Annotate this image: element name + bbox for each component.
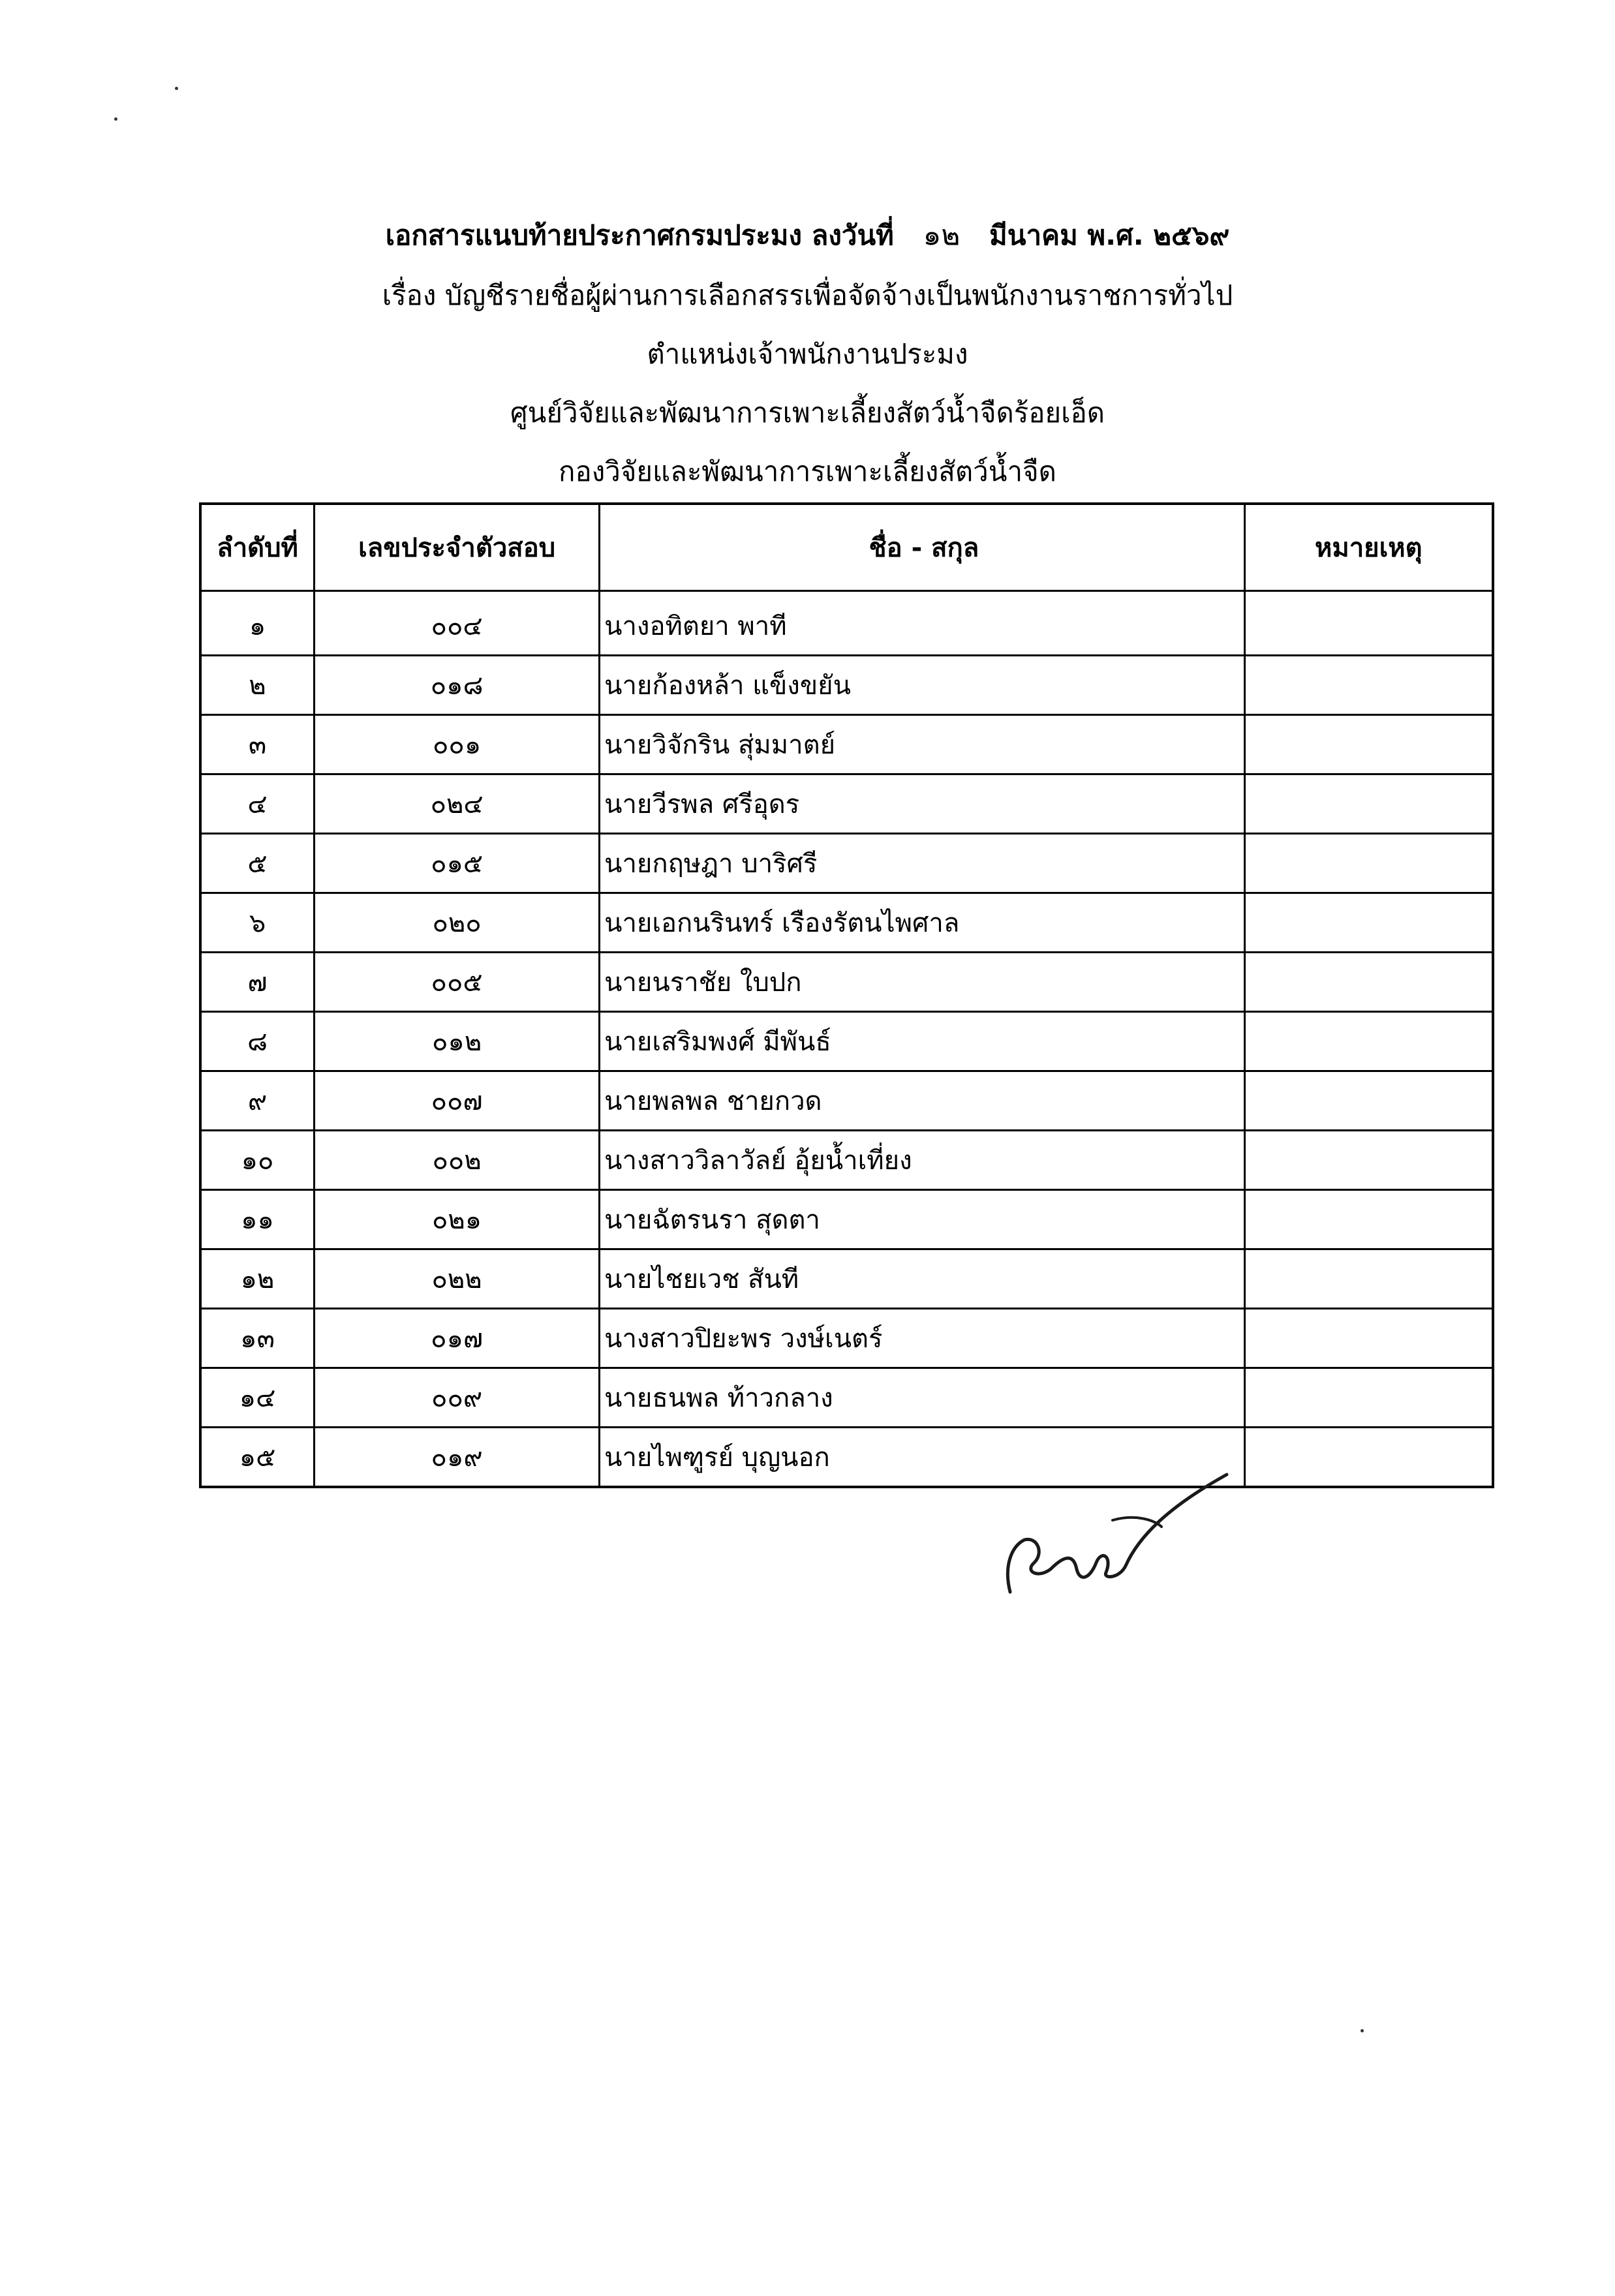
cell-remark	[1244, 1428, 1493, 1488]
cell-order: ๑๕	[200, 1428, 315, 1488]
cell-remark	[1244, 834, 1493, 893]
cell-order: ๑๓	[200, 1309, 315, 1368]
cell-order: ๒	[200, 656, 315, 715]
cell-exam-id: ๐๒๔	[315, 774, 600, 834]
header-title-line	[0, 212, 1615, 258]
cell-exam-id: ๐๑๙	[315, 1428, 600, 1488]
scan-speck	[175, 87, 178, 90]
cell-remark	[1244, 1131, 1493, 1190]
scan-speck	[1361, 2029, 1364, 2032]
cell-exam-id: ๐๑๘	[315, 656, 600, 715]
cell-name: นายฉัตรนรา สุดตา	[600, 1190, 1245, 1249]
col-header-exam-id: เลขประจำตัวสอบ	[315, 504, 600, 591]
cell-remark	[1244, 893, 1493, 953]
table-row	[200, 656, 1493, 715]
table-row	[200, 1190, 1493, 1249]
cell-exam-id: ๐๑๕	[315, 834, 600, 893]
cell-name: นายก้องหล้า แข็งขยัน	[600, 656, 1245, 715]
header-subject: เรื่อง บัญชีรายชื่อผู้ผ่านการเลือกสรรเพื่อจัดจ้างเป็นพนักงานราชการทั่วไป	[382, 279, 1233, 311]
col-header-name: ชื่อ - สกุล	[600, 504, 1245, 591]
cell-name: นายไพฑูรย์ บุญนอก	[600, 1428, 1245, 1488]
table-row	[200, 953, 1493, 1012]
table-row	[200, 1131, 1493, 1190]
cell-exam-id: ๐๒๒	[315, 1249, 600, 1309]
table-row	[200, 1249, 1493, 1309]
title-prefix: เอกสารแนบท้ายประกาศกรมประมง ลงวันที่	[385, 219, 894, 251]
cell-exam-id: ๐๐๒	[315, 1131, 600, 1190]
signature	[998, 1422, 1233, 1618]
cell-name: นายวิจักริน สุ่มมาตย์	[600, 715, 1245, 774]
cell-remark	[1244, 1071, 1493, 1131]
cell-remark	[1244, 715, 1493, 774]
table-row	[200, 1071, 1493, 1131]
cell-order: ๘	[200, 1012, 315, 1071]
cell-remark	[1244, 1309, 1493, 1368]
cell-name: นางสาวปิยะพร วงษ์เนตร์	[600, 1309, 1245, 1368]
cell-name: นายไชยเวช สันที	[600, 1249, 1245, 1309]
cell-order: ๕	[200, 834, 315, 893]
cell-remark	[1244, 656, 1493, 715]
col-header-remark: หมายเหตุ	[1244, 504, 1493, 591]
cell-order: ๑	[200, 591, 315, 656]
cell-order: ๙	[200, 1071, 315, 1131]
cell-remark	[1244, 1249, 1493, 1309]
table-row	[200, 774, 1493, 834]
handwritten-day: ๑๒	[923, 219, 961, 252]
cell-remark	[1244, 1012, 1493, 1071]
cell-name: นายธนพล ท้าวกลาง	[600, 1368, 1245, 1428]
cell-order: ๖	[200, 893, 315, 953]
cell-order: ๓	[200, 715, 315, 774]
table-row	[200, 1428, 1493, 1488]
cell-remark	[1244, 953, 1493, 1012]
cell-order: ๑๔	[200, 1368, 315, 1428]
cell-order: ๑๒	[200, 1249, 315, 1309]
cell-exam-id: ๐๑๒	[315, 1012, 600, 1071]
cell-order: ๗	[200, 953, 315, 1012]
header-division: กองวิจัยและพัฒนาการเพาะเลี้ยงสัตว์น้ำจืด	[559, 455, 1056, 487]
table-row	[200, 834, 1493, 893]
table-header-row	[200, 504, 1493, 591]
candidate-table	[199, 502, 1494, 1488]
table-row	[200, 1368, 1493, 1428]
cell-exam-id: ๐๐๑	[315, 715, 600, 774]
cell-exam-id: ๐๑๗	[315, 1309, 600, 1368]
table-row	[200, 715, 1493, 774]
cell-exam-id: ๐๐๗	[315, 1071, 600, 1131]
cell-exam-id: ๐๐๙	[315, 1368, 600, 1428]
cell-remark	[1244, 591, 1493, 656]
cell-order: ๑๑	[200, 1190, 315, 1249]
table-row	[200, 1012, 1493, 1071]
cell-remark	[1244, 774, 1493, 834]
cell-exam-id: ๐๒๑	[315, 1190, 600, 1249]
cell-remark	[1244, 1368, 1493, 1428]
scan-speck	[114, 117, 117, 121]
cell-name: นายเสริมพงศ์ มีพันธ์	[600, 1012, 1245, 1071]
table-row	[200, 591, 1493, 656]
cell-name: นางอทิตยา พาที	[600, 591, 1245, 656]
cell-name: นายกฤษฎา บาริศรี	[600, 834, 1245, 893]
cell-name: นางสาววิลาวัลย์ อุ้ยน้ำเที่ยง	[600, 1131, 1245, 1190]
table-body	[200, 591, 1493, 1488]
col-header-order: ลำดับที่	[200, 504, 315, 591]
table-row	[200, 893, 1493, 953]
cell-exam-id: ๐๐๔	[315, 591, 600, 656]
cell-name: นายวีรพล ศรีอุดร	[600, 774, 1245, 834]
cell-name: นายเอกนรินทร์ เรืองรัตนไพศาล	[600, 893, 1245, 953]
table-row	[200, 1309, 1493, 1368]
cell-exam-id: ๐๐๕	[315, 953, 600, 1012]
header-position: ตำแหน่งเจ้าพนักงานประมง	[647, 338, 968, 370]
header-center: ศูนย์วิจัยและพัฒนาการเพาะเลี้ยงสัตว์น้ำจืดร้อยเอ็ด	[510, 397, 1105, 429]
cell-exam-id: ๐๒๐	[315, 893, 600, 953]
cell-order: ๑๐	[200, 1131, 315, 1190]
cell-remark	[1244, 1190, 1493, 1249]
cell-name: นายนราชัย ใบปก	[600, 953, 1245, 1012]
cell-name: นายพลพล ชายกวด	[600, 1071, 1245, 1131]
title-suffix: มีนาคม พ.ศ. ๒๕๖๙	[989, 219, 1230, 251]
cell-order: ๔	[200, 774, 315, 834]
